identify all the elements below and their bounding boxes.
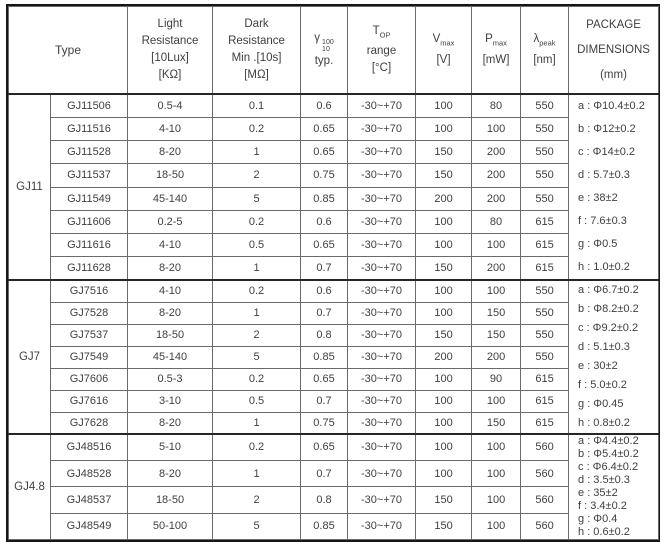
- gamma-cell: 0.7: [301, 390, 348, 412]
- vmax-cell: 100: [416, 412, 472, 434]
- light-resistance-cell: 18-50: [128, 324, 213, 346]
- header-line: Dark: [244, 18, 269, 30]
- temp-range-cell: -30~+70: [348, 390, 416, 412]
- header-lambda-peak: [521, 7, 569, 95]
- dark-resistance-cell: 0.2: [213, 280, 301, 302]
- model-cell: GJ48516: [51, 434, 128, 460]
- pmax-cell: 90: [472, 368, 521, 390]
- gamma-cell: 0.7: [301, 302, 348, 324]
- dark-resistance-cell: 1: [213, 302, 301, 324]
- model-cell: GJ7528: [51, 302, 128, 324]
- lambda-peak-cell: 550: [521, 346, 569, 368]
- dark-resistance-cell: 0.2: [213, 434, 301, 460]
- header-dark-resistance: [213, 7, 301, 95]
- header-pmax: [472, 7, 521, 95]
- table-row: [9, 487, 659, 513]
- header-line: [V]: [436, 53, 451, 66]
- header-line: DIMENSIONS: [577, 43, 650, 56]
- photoresistor-spec-table: [6, 4, 660, 542]
- temp-range-cell: -30~+70: [348, 141, 416, 164]
- table-row: [9, 187, 659, 210]
- lambda-symbol: $\lambda_{peak}$: [533, 33, 556, 48]
- light-resistance-cell: 3-10: [128, 390, 213, 412]
- package-dimension-list: [578, 435, 658, 539]
- package-dimension-line: b : Φ8.2±0.2: [578, 303, 639, 315]
- light-resistance-cell: 5-10: [128, 434, 213, 460]
- header-line: [nm]: [533, 53, 556, 66]
- dark-resistance-cell: 1: [213, 141, 301, 164]
- gamma-cell: 0.85: [301, 346, 348, 368]
- model-cell: GJ7537: [51, 324, 128, 346]
- model-cell: GJ7628: [51, 412, 128, 434]
- temp-range-cell: -30~+70: [348, 487, 416, 513]
- table-row: [9, 324, 659, 346]
- light-resistance-cell: 0.5-4: [128, 94, 213, 117]
- header-line: Light: [157, 18, 183, 30]
- table-row: [9, 257, 659, 280]
- model-cell: GJ7549: [51, 346, 128, 368]
- light-resistance-cell: 4-10: [128, 234, 213, 257]
- vmax-cell: 100: [416, 94, 472, 117]
- package-dimension-list: [578, 281, 658, 433]
- pmax-cell: 100: [472, 460, 521, 486]
- table-row: [9, 164, 659, 187]
- temp-range-cell: -30~+70: [348, 513, 416, 539]
- gamma-cell: 0.85: [301, 187, 348, 210]
- dark-resistance-cell: 0.2: [213, 210, 301, 233]
- table-row: [9, 210, 659, 233]
- lambda-peak-cell: 615: [521, 390, 569, 412]
- temp-range-cell: -30~+70: [348, 94, 416, 117]
- lambda-peak-cell: 550: [521, 94, 569, 117]
- vmax-cell: 200: [416, 187, 472, 210]
- light-resistance-cell: 8-20: [128, 412, 213, 434]
- pmax-cell: 100: [472, 487, 521, 513]
- vmax-cell: 100: [416, 434, 472, 460]
- pmax-cell: 150: [472, 302, 521, 324]
- package-dimension-line: b : Φ12±0.2: [578, 123, 636, 135]
- light-resistance-cell: 4-10: [128, 117, 213, 140]
- model-cell: GJ11549: [51, 187, 128, 210]
- temp-range-cell: -30~+70: [348, 346, 416, 368]
- table-row: [9, 434, 659, 460]
- vmax-cell: 100: [416, 390, 472, 412]
- temp-range-cell: -30~+70: [348, 324, 416, 346]
- header-type: Type: [9, 7, 128, 95]
- package-dimension-line: h : 0.6±0.2: [578, 526, 630, 538]
- header-line: [mW]: [482, 53, 510, 66]
- vmax-cell: 100: [416, 210, 472, 233]
- header-operating-temp: [348, 7, 416, 95]
- pmax-cell: 200: [472, 141, 521, 164]
- table-row: [9, 94, 659, 117]
- model-cell: GJ7606: [51, 368, 128, 390]
- pmax-cell: 100: [472, 390, 521, 412]
- model-cell: GJ11616: [51, 234, 128, 257]
- header-line: [KΩ]: [158, 69, 182, 81]
- gamma-cell: 0.6: [301, 280, 348, 302]
- pmax-cell: 100: [472, 280, 521, 302]
- temp-range-cell: -30~+70: [348, 434, 416, 460]
- model-cell: GJ7516: [51, 280, 128, 302]
- spec-table: [8, 6, 659, 540]
- header-vmax: [416, 7, 472, 95]
- light-resistance-cell: 0.5-3: [128, 368, 213, 390]
- header-row: [9, 7, 659, 95]
- package-dimension-line: h : 0.8±0.2: [578, 417, 630, 429]
- vmax-cell: 100: [416, 280, 472, 302]
- vmax-cell: 150: [416, 141, 472, 164]
- package-dimensions-cell: [569, 280, 659, 434]
- lambda-peak-cell: 550: [521, 164, 569, 187]
- package-dimension-line: a : Φ6.7±0.2: [578, 284, 639, 296]
- gamma-cell: 0.65: [301, 117, 348, 140]
- pmax-cell: 100: [472, 513, 521, 539]
- model-cell: GJ48537: [51, 487, 128, 513]
- table-row: [9, 513, 659, 539]
- package-dimension-line: f : 7.6±0.3: [578, 215, 627, 227]
- model-cell: GJ48549: [51, 513, 128, 539]
- gamma-cell: 0.8: [301, 324, 348, 346]
- pmax-cell: 200: [472, 257, 521, 280]
- light-resistance-cell: 50-100: [128, 513, 213, 539]
- model-cell: GJ11628: [51, 257, 128, 280]
- gamma-cell: 0.7: [301, 257, 348, 280]
- pmax-cell: 200: [472, 187, 521, 210]
- temp-range-cell: -30~+70: [348, 412, 416, 434]
- lambda-peak-cell: 615: [521, 234, 569, 257]
- gamma-cell: 0.75: [301, 412, 348, 434]
- package-dimension-line: b : Φ5.4±0.2: [578, 448, 639, 460]
- temp-symbol: $T_{OP}$: [372, 24, 391, 40]
- lambda-peak-cell: 550: [521, 280, 569, 302]
- model-cell: GJ48528: [51, 460, 128, 486]
- vmax-cell: 150: [416, 164, 472, 187]
- table-row: [9, 412, 659, 434]
- vmax-cell: 100: [416, 460, 472, 486]
- vmax-symbol: $V_{max}$: [432, 33, 455, 48]
- package-dimension-line: f : 5.0±0.2: [578, 379, 627, 391]
- package-dimension-line: g : Φ0.45: [578, 398, 624, 410]
- lambda-peak-cell: 550: [521, 117, 569, 140]
- table-row: [9, 117, 659, 140]
- gamma-cell: 0.65: [301, 234, 348, 257]
- gamma-cell: 0.65: [301, 141, 348, 164]
- package-dimension-list: [578, 95, 658, 279]
- light-resistance-cell: 8-20: [128, 141, 213, 164]
- header-line: range: [366, 45, 397, 58]
- table-row: [9, 302, 659, 324]
- light-resistance-cell: 45-140: [128, 346, 213, 368]
- light-resistance-cell: 0.2-5: [128, 210, 213, 233]
- dark-resistance-cell: 5: [213, 187, 301, 210]
- lambda-peak-cell: 560: [521, 513, 569, 539]
- vmax-cell: 100: [416, 368, 472, 390]
- vmax-cell: 100: [416, 234, 472, 257]
- pmax-cell: 150: [472, 412, 521, 434]
- dark-resistance-cell: 2: [213, 164, 301, 187]
- gamma-cell: 0.6: [301, 94, 348, 117]
- lambda-peak-cell: 550: [521, 187, 569, 210]
- temp-range-cell: -30~+70: [348, 280, 416, 302]
- light-resistance-cell: 8-20: [128, 460, 213, 486]
- header-line: Min .[10s]: [231, 52, 282, 64]
- header-gamma: [301, 7, 348, 95]
- light-resistance-cell: 18-50: [128, 487, 213, 513]
- header-line: [°C]: [371, 62, 392, 75]
- dark-resistance-cell: 1: [213, 412, 301, 434]
- package-dimension-line: d : 5.7±0.3: [578, 169, 630, 181]
- table-row: [9, 280, 659, 302]
- dark-resistance-cell: 1: [213, 460, 301, 486]
- header-line: PACKAGE: [586, 18, 641, 31]
- gamma-cell: 0.75: [301, 164, 348, 187]
- light-resistance-cell: 4-10: [128, 280, 213, 302]
- temp-range-cell: -30~+70: [348, 460, 416, 486]
- temp-range-cell: -30~+70: [348, 117, 416, 140]
- pmax-symbol: $P_{max}$: [485, 33, 507, 48]
- pmax-cell: 100: [472, 234, 521, 257]
- package-dimension-line: d : 5.1±0.3: [578, 341, 630, 353]
- light-resistance-cell: 45-140: [128, 187, 213, 210]
- temp-range-cell: -30~+70: [348, 302, 416, 324]
- temp-range-cell: -30~+70: [348, 187, 416, 210]
- model-cell: GJ11528: [51, 141, 128, 164]
- dark-resistance-cell: 0.1: [213, 94, 301, 117]
- lambda-peak-cell: 550: [521, 141, 569, 164]
- gamma-superscript: 100: [322, 39, 334, 46]
- light-resistance-cell: 8-20: [128, 302, 213, 324]
- dark-resistance-cell: 5: [213, 346, 301, 368]
- package-dimensions-cell: [569, 434, 659, 540]
- header-line: (mm): [600, 68, 627, 81]
- pmax-cell: 200: [472, 346, 521, 368]
- temp-range-cell: -30~+70: [348, 368, 416, 390]
- gamma-cell: 0.6: [301, 210, 348, 233]
- lambda-peak-cell: 560: [521, 434, 569, 460]
- pmax-cell: 100: [472, 434, 521, 460]
- package-dimension-line: a : Φ10.4±0.2: [578, 100, 645, 112]
- table-row: [9, 390, 659, 412]
- model-cell: GJ11506: [51, 94, 128, 117]
- table-row: [9, 460, 659, 486]
- header-line: [MΩ]: [244, 69, 269, 81]
- header-line: [10Lux]: [151, 52, 189, 64]
- pmax-cell: 200: [472, 164, 521, 187]
- lambda-peak-cell: 615: [521, 412, 569, 434]
- package-dimension-line: h : 1.0±0.2: [578, 261, 630, 273]
- header-line: Resistance: [141, 35, 199, 47]
- header-light-resistance: [128, 7, 213, 95]
- vmax-cell: 100: [416, 117, 472, 140]
- package-dimension-line: f : 3.4±0.2: [578, 500, 627, 512]
- dark-resistance-cell: 1: [213, 257, 301, 280]
- vmax-cell: 200: [416, 346, 472, 368]
- package-dimension-line: e : 30±2: [578, 360, 618, 372]
- table-row: [9, 368, 659, 390]
- temp-range-cell: -30~+70: [348, 257, 416, 280]
- table-row: [9, 141, 659, 164]
- vmax-cell: 150: [416, 487, 472, 513]
- temp-range-cell: -30~+70: [348, 234, 416, 257]
- model-cell: GJ11537: [51, 164, 128, 187]
- temp-range-cell: -30~+70: [348, 210, 416, 233]
- vmax-cell: 150: [416, 324, 472, 346]
- table-row: [9, 346, 659, 368]
- lambda-peak-cell: 550: [521, 324, 569, 346]
- gamma-subscript: 10: [322, 46, 330, 53]
- header-package-dimensions: [569, 7, 659, 95]
- dark-resistance-cell: 0.5: [213, 234, 301, 257]
- model-cell: GJ7616: [51, 390, 128, 412]
- gamma-cell: 0.85: [301, 513, 348, 539]
- dark-resistance-cell: 2: [213, 324, 301, 346]
- pmax-cell: 80: [472, 94, 521, 117]
- package-dimension-line: c : Φ14±0.2: [578, 146, 636, 158]
- package-dimensions-cell: [569, 94, 659, 280]
- gamma-cell: 0.8: [301, 487, 348, 513]
- dark-resistance-cell: 5: [213, 513, 301, 539]
- light-resistance-cell: 8-20: [128, 257, 213, 280]
- vmax-cell: 150: [416, 257, 472, 280]
- package-dimension-line: c : Φ6.4±0.2: [578, 461, 639, 473]
- table-row: [9, 234, 659, 257]
- group-label: GJ4.8: [9, 434, 51, 540]
- lambda-peak-cell: 615: [521, 210, 569, 233]
- pmax-cell: 150: [472, 324, 521, 346]
- lambda-peak-cell: 560: [521, 487, 569, 513]
- temp-range-cell: -30~+70: [348, 164, 416, 187]
- header-line: Resistance: [228, 35, 285, 47]
- dark-resistance-cell: 2: [213, 487, 301, 513]
- package-dimension-line: c : Φ9.2±0.2: [578, 322, 639, 334]
- group-label: GJ11: [9, 94, 51, 280]
- package-dimension-line: a : Φ4.4±0.2: [578, 435, 639, 447]
- gamma-cell: 0.65: [301, 434, 348, 460]
- gamma-cell: 0.7: [301, 460, 348, 486]
- pmax-cell: 80: [472, 210, 521, 233]
- dark-resistance-cell: 0.5: [213, 390, 301, 412]
- vmax-cell: 100: [416, 302, 472, 324]
- pmax-cell: 100: [472, 117, 521, 140]
- gamma-symbol: γ 100 10: [314, 32, 334, 53]
- model-cell: GJ11606: [51, 210, 128, 233]
- dark-resistance-cell: 0.2: [213, 117, 301, 140]
- dark-resistance-cell: 0.2: [213, 368, 301, 390]
- header-line: typ.: [314, 55, 334, 67]
- gamma-cell: 0.65: [301, 368, 348, 390]
- package-dimension-line: g : Φ0.4: [578, 513, 618, 525]
- group-label: GJ7: [9, 280, 51, 434]
- package-dimension-line: g : Φ0.5: [578, 238, 618, 250]
- lambda-peak-cell: 550: [521, 302, 569, 324]
- package-dimension-line: e : 38±2: [578, 192, 618, 204]
- package-dimension-line: d : 3.5±0.3: [578, 474, 630, 486]
- vmax-cell: 150: [416, 513, 472, 539]
- light-resistance-cell: 18-50: [128, 164, 213, 187]
- model-cell: GJ11516: [51, 117, 128, 140]
- lambda-peak-cell: 615: [521, 368, 569, 390]
- package-dimension-line: e : 35±2: [578, 487, 618, 499]
- lambda-peak-cell: 560: [521, 460, 569, 486]
- lambda-peak-cell: 615: [521, 257, 569, 280]
